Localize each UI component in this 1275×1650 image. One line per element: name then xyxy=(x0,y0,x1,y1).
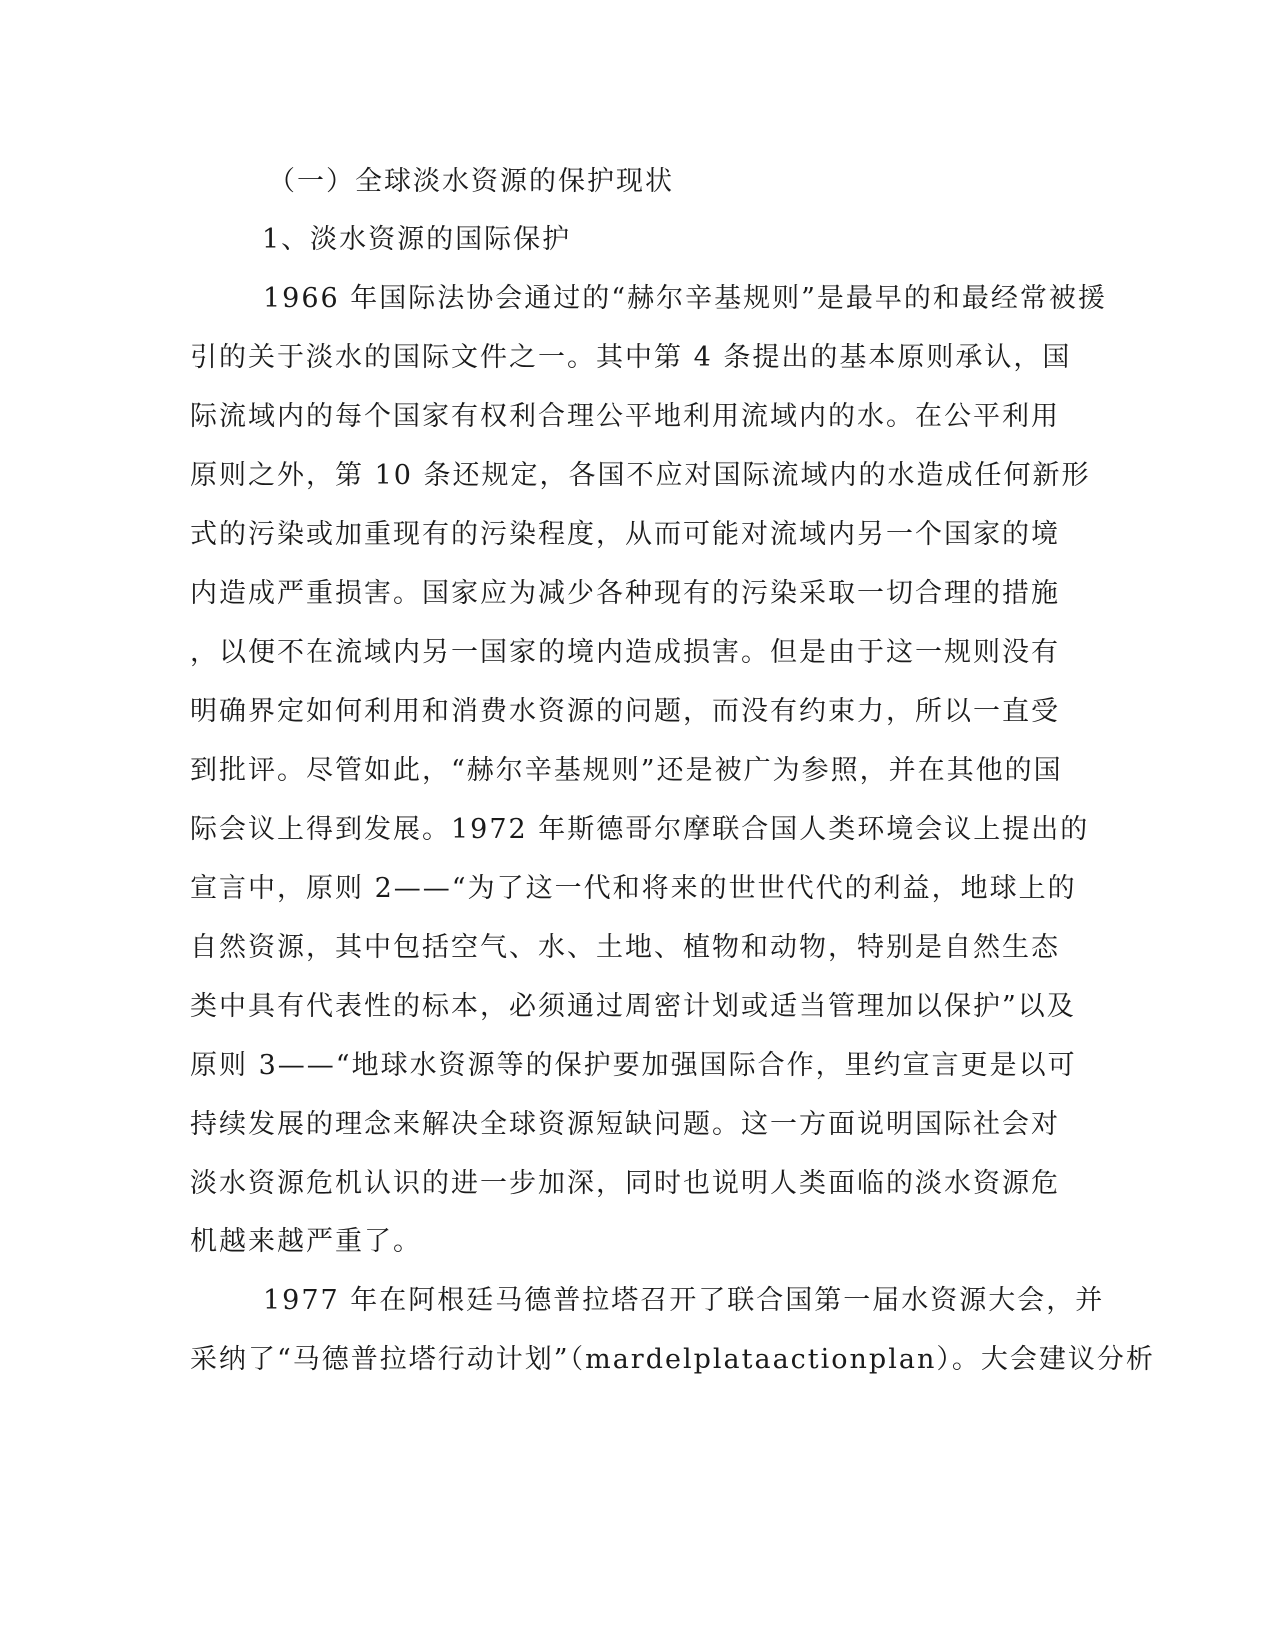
paragraph-line: 原则之外，第 10 条还规定，各国不应对国际流域内的水造成任何新形 xyxy=(190,460,1091,491)
paragraph-line: 明确界定如何利用和消费水资源的问题，而没有约束力，所以一直受 xyxy=(190,696,1060,727)
paragraph-line: 淡水资源危机认识的进一步加深，同时也说明人类面临的淡水资源危 xyxy=(190,1168,1060,1199)
paragraph-line: 到批评。尽管如此，“赫尔辛基规则”还是被广为参照，并在其他的国 xyxy=(190,755,1063,786)
paragraph-line: 机越来越严重了。 xyxy=(190,1226,422,1257)
subsection-heading: 1、淡水资源的国际保护 xyxy=(262,224,572,255)
section-heading: （一）全球淡水资源的保护现状 xyxy=(268,166,674,197)
paragraph-line: 原则 3——“地球水资源等的保护要加强国际合作，里约宣言更是以可 xyxy=(190,1050,1077,1081)
paragraph-line: 采纳了“马德普拉塔行动计划”（mardelplataactionplan）。大会建议分析 xyxy=(190,1344,1155,1375)
paragraph-line: 1977 年在阿根廷马德普拉塔召开了联合国第一届水资源大会，并 xyxy=(263,1285,1105,1316)
paragraph-line: 自然资源，其中包括空气、水、土地、植物和动物，特别是自然生态 xyxy=(190,932,1060,963)
paragraph-line: 持续发展的理念来解决全球资源短缺问题。这一方面说明国际社会对 xyxy=(190,1109,1060,1140)
paragraph-line: 内造成严重损害。国家应为减少各种现有的污染采取一切合理的措施 xyxy=(190,578,1060,609)
paragraph-line: 类中具有代表性的标本，必须通过周密计划或适当管理加以保护”以及 xyxy=(190,991,1076,1022)
paragraph-line: 式的污染或加重现有的污染程度，从而可能对流域内另一个国家的境 xyxy=(190,519,1060,550)
paragraph-line: 引的关于淡水的国际文件之一。其中第 4 条提出的基本原则承认，国 xyxy=(190,342,1072,373)
paragraph-line: 宣言中，原则 2——“为了这一代和将来的世世代代的利益，地球上的 xyxy=(190,873,1077,904)
paragraph-line: ，以便不在流域内另一国家的境内造成损害。但是由于这一规则没有 xyxy=(190,637,1060,668)
paragraph-line: 际会议上得到发展。1972 年斯德哥尔摩联合国人类环境会议上提出的 xyxy=(190,814,1090,845)
paragraph-line: 际流域内的每个国家有权利合理公平地利用流域内的水。在公平利用 xyxy=(190,401,1060,432)
paragraph-line: 1966 年国际法协会通过的“赫尔辛基规则”是最早的和最经常被援 xyxy=(263,283,1107,314)
